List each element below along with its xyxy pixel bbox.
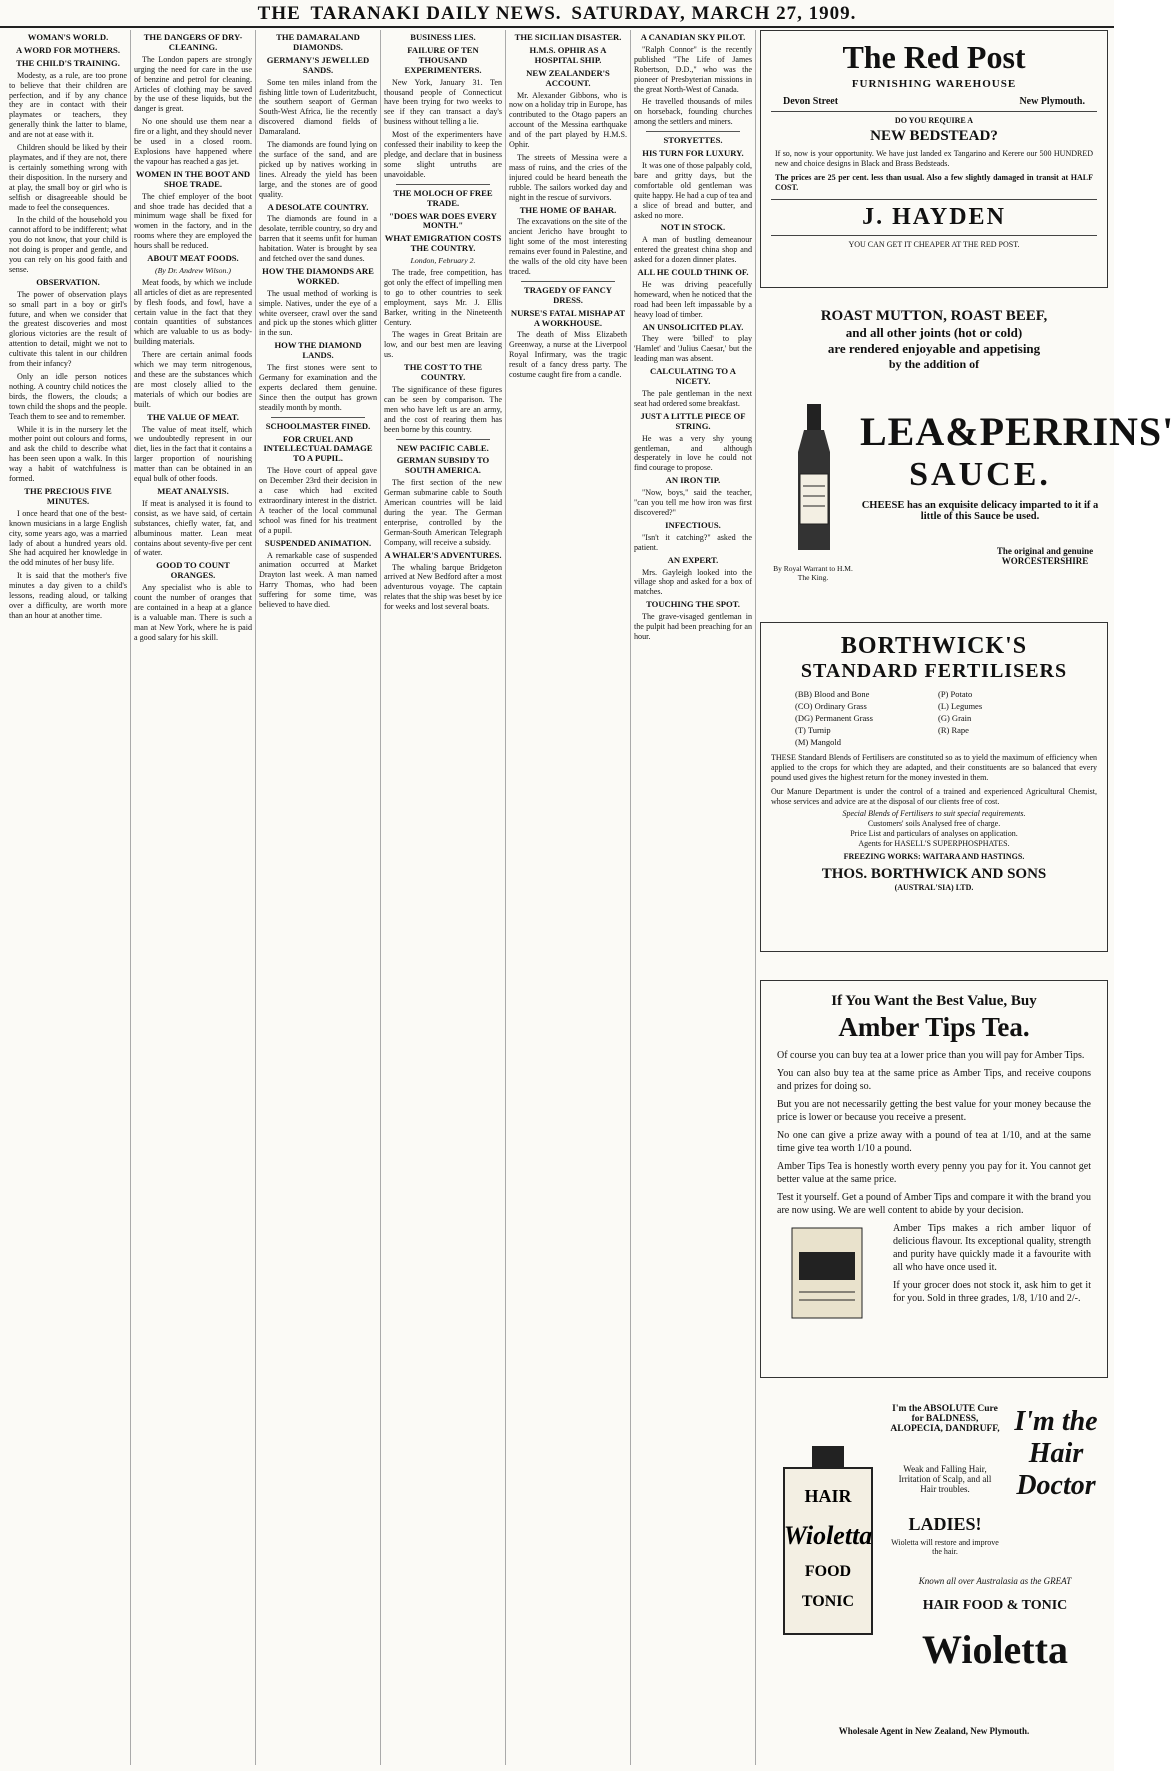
amber-line: If You Want the Best Value, Buy (831, 993, 1037, 1009)
lea-top3: are rendered enjoyable and appetising (827, 341, 1041, 356)
section-rule (396, 439, 490, 440)
article-heading: ALL HE COULD THINK OF. (637, 267, 749, 278)
article-paragraph: They were 'billed' to play 'Hamlet' and 'Julius Caesar,' but the leading man was absent. (634, 334, 752, 364)
article-paragraph: The whaling barque Bridgeton arrived at New Bedford after a most adventurous voyage. The captain relates that the ship was beset by ice for weeks and lost several boats. (384, 562, 502, 612)
borthwick-title2: STANDARD FERTILISERS (800, 660, 1068, 682)
article-heading: AN IRON TIP. (665, 475, 721, 486)
article-paragraph: "Ralph Connor" is the recently published "The Life of James Robertson, D.D.," who was the pioneer of Presbyterian missions in the great North-West of Canada. (634, 44, 752, 94)
article-heading: TOUCHING THE SPOT. (646, 599, 740, 610)
lea-top4: by the addition of (888, 357, 980, 371)
article-paragraph: I once heard that one of the best-known musicians in a large English city, some years ago, was a married lady of about a hundred years old. She had acquired her knowledge in the odd minutes of her busy life. (9, 508, 127, 568)
article-paragraph: The diamonds are found lying on the surface of the sand, and are picked up by natives working in lines. Already the yield has been large, and the stones are of good quality. (259, 140, 377, 199)
article-paragraph: While it is in the nursery let the mother point out colours and forms, and ask the child to describe what has been seen upon a walk. In this way a habit of watchfulness is formed. (9, 424, 127, 484)
article-columns (6, 30, 756, 1765)
fertiliser-item: (M) Mangold (795, 737, 842, 747)
lea-original: The original and genuine WORCESTERSHIRE (996, 546, 1094, 566)
article-paragraph: The death of Miss Elizabeth Greenway, a nurse at the Liverpool Royal Infirmary, was the tragic result of a fancy dress party. The costume caught fire from a candle. (509, 330, 627, 380)
fertiliser-item: (BB) Blood and Bone (795, 689, 870, 699)
wioletta-doctor: I'm the Hair Doctor (1014, 1406, 1098, 1501)
article-heading: A WORD FOR MOTHERS. (16, 44, 120, 55)
sauce-bottle-icon (774, 404, 854, 554)
article-heading: WOMEN IN THE BOOT AND SHOE TRADE. (135, 168, 251, 189)
ad-wioletta (760, 1386, 1108, 1765)
article-heading: A DESOLATE COUNTRY. (267, 201, 369, 212)
article-paragraph: It is said that the mother's five minutes a day given to a child's lessons, reading aloud, or talking over a difficulty, are worth more than an hour at another time. (9, 571, 127, 620)
article-heading: THE DAMARALAND DIAMONDS. (276, 32, 360, 52)
bottle-food-text: FOOD (804, 1563, 852, 1580)
article-heading: HOW THE DIAMONDS ARE WORKED. (262, 265, 374, 286)
article-paragraph: Most of the experimenters have confessed their inability to keep the pledge, and declare that in business some slight untruths are unavoidable. (384, 130, 502, 179)
wioletta-known: Known all over Australasia as the GREAT (918, 1576, 1072, 1586)
article-paragraph: It was one of those palpably cold, bare and gritty days, but the comfortable old gentleman was quite happy. He had a cup of tea and a slice of bread and butter, and asked no more. (634, 160, 752, 220)
divider (771, 199, 1097, 200)
article-paragraph: The chief employer of the boot and shoe trade has decided that a minimum wage shall be fixed for women in the factory, and in the rooms where they are employed the hours shall be reduced. (134, 191, 252, 251)
article-paragraph: The pale gentleman in the next seat had ordered some breakfast. (634, 389, 752, 408)
amber-p1: Of course you can buy tea at a lower price than you will pay for Amber Tips. (777, 1050, 1085, 1061)
borthwick-ltd: (AUSTRAL'SIA) LTD. (894, 883, 974, 892)
article-heading: THE MOLOCH OF FREE TRADE. (393, 187, 493, 208)
section-rule (396, 184, 490, 185)
article-column (631, 30, 756, 1765)
article-paragraph: The Hove court of appeal gave on December 23rd their decision in a case which had excited extraordinary interest in the district. A teacher of the local communal school was fined for his treatment of a pupil. (259, 466, 377, 535)
article-heading: A WHALER'S ADVENTURES. (384, 549, 502, 560)
article-heading: H.M.S. OPHIR AS A HOSPITAL SHIP. (529, 44, 607, 65)
borthwick-title: BORTHWICK'S (840, 633, 1028, 659)
article-paragraph: Mrs. Gayleigh looked into the village shop and asked for a box of matches. (634, 567, 752, 597)
amber-p7: Amber Tips makes a rich amber liquor of delicious flavour. Its exceptional quality, strength and purity have quickly made it a favourite with all who have once used it. (893, 1223, 1091, 1273)
article-column (506, 30, 631, 1765)
borthwick-fertiliser-list (761, 689, 1107, 747)
article-paragraph: The streets of Messina were a mass of ruins, and the cries of the injured could be heard beneath the rubble. The sailors worked day and night in the rescue of survivors. (509, 152, 627, 202)
article-heading: CALCULATING TO A NICETY. (650, 366, 736, 387)
amber-body (761, 1049, 1107, 1322)
article-paragraph: If meat is analysed it is found to consist, as we have said, of certain substances, chiefly water, fat, and albuminous matter. Lean meat contains about seventy-five per cent of water. (134, 498, 252, 558)
red-post-question: DO YOU REQUIRE A (894, 116, 974, 125)
article-heading: BUSINESS LIES. (410, 32, 476, 42)
article-paragraph: The value of meat itself, which we undoubtedly represent in our diet, lies in the fact that it contains a larger proportion of nourishing matter than can be obtained in an equal bulk of other foods. (134, 424, 252, 484)
article-paragraph: The power of observation plays so small part in a boy or girl's future, and when we consider that the greatest discoveries and most glorious victories are the result of attention to detail, might we not to cultivate this talent in our children from their infancy? (9, 289, 127, 369)
article-heading: FOR CRUEL AND INTELLECTUAL DAMAGE TO A PUPIL. (263, 433, 373, 464)
fertiliser-item: (R) Rape (938, 725, 969, 735)
article-paragraph: The significance of these figures can be seen by comparison. The men who have left us are an army, and the cost of rearing them has been borne by this country. (384, 385, 502, 434)
article-paragraph: There are certain animal foods which we may term nitrogenous, and these are the substances which are most closely allied to the materials of which our bodies are built. (134, 350, 252, 409)
article-heading: INFECTIOUS. (665, 519, 721, 530)
wioletta-cure: I'm the ABSOLUTE Cure for BALDNESS, ALOPECIA, DANDRUFF, (890, 1404, 1000, 1434)
article-heading: NEW ZEALANDER'S ACCOUNT. (526, 67, 610, 88)
wioletta-weak: Weak and Falling Hair, Irritation of Scalp, and all Hair troubles. (898, 1464, 992, 1494)
section-rule (646, 131, 740, 132)
article-paragraph: The wages in Great Britain are low, and our best men are leaving us. (384, 330, 502, 360)
wioletta-ladies2: Wioletta will restore and improve the hair. (891, 1538, 999, 1556)
article-heading: MEAT ANALYSIS. (157, 485, 229, 496)
article-heading: THE COST TO THE COUNTRY. (404, 362, 482, 383)
article-paragraph: No one should use them near a fire or a light, and they should never be used in a closed room. Explosions have happened where the vapour has reached a gas jet. (134, 117, 252, 166)
section-rule (271, 417, 365, 418)
lea-cheese: CHEESE has an exquisite delicacy imparted to it if a little of this Sauce be used. (861, 500, 1099, 522)
article-heading: GERMANY'S JEWELLED SANDS. (266, 54, 370, 75)
article-heading: HIS TURN FOR LUXURY. (642, 148, 744, 159)
article-paragraph: He was a very shy young gentleman, and although desperately in love he could not find courage to propose. (634, 433, 752, 473)
article-heading: WHAT EMIGRATION COSTS THE COUNTRY. (384, 233, 502, 254)
tea-packet-icon (777, 1222, 887, 1322)
wioletta-ladies: LADIES! (908, 1514, 982, 1534)
article-heading: NEW PACIFIC CABLE. (397, 442, 489, 453)
masthead-title (0, 3, 1114, 25)
red-post-proprietor: J. HAYDEN (862, 204, 1006, 230)
article-paragraph: The London papers are strongly urging the need for care in the use of benzine and petrol for cleaning. Articles of clothing may be saved by the use of these liquids, but the danger is great. (134, 54, 252, 114)
article-paragraph: "Now, boys," said the teacher, "can you tell me how iron was first discovered?" (634, 488, 752, 517)
article-paragraph: In the child of the household you cannot afford to be indifferent; what you do not know, that your child is not doing is proper and gentle, and you can rely on his good faith and sense. (9, 215, 127, 274)
article-paragraph: He travelled thousands of miles on horseback, founding churches among the settlers and miners. (634, 97, 752, 127)
bottle-tonic-text: TONIC (801, 1593, 855, 1610)
red-post-sub: FURNISHING WAREHOUSE (851, 78, 1017, 90)
bottle-brand-text: Wioletta (783, 1521, 873, 1550)
article-paragraph: The first section of the new German submarine cable to South American countries will be laid during the year. The German enterprise, controlled by the German-South American Telegraph Company, will receive a subsidy. (384, 478, 502, 547)
advertisement-column (760, 30, 1174, 1765)
article-paragraph: Children should be liked by their playmates, and if they are not, there is certainly something wrong with their disposition. In the nursery and at play, the small boy or girl who is selfish or disagreeable should be made to feel the consequences. (9, 143, 127, 212)
article-heading: HOW THE DIAMOND LANDS. (274, 340, 362, 361)
article-column (256, 30, 381, 1765)
article-heading: FAILURE OF TEN THOUSAND EXPERIMENTERS. (404, 44, 482, 75)
red-post-title: The Red Post (842, 39, 1026, 75)
article-heading: JUST A LITTLE PIECE OF STRING. (640, 410, 746, 431)
article-heading: THE HOME OF BAHAR. (519, 204, 617, 215)
lea-top: ROAST MUTTON, ROAST BEEF, (820, 308, 1048, 324)
masthead-name: TARANAKI DAILY NEWS. (310, 3, 562, 24)
wioletta-name: Wioletta (922, 1627, 1068, 1672)
article-heading: THE SICILIAN DISASTER. (514, 32, 622, 42)
article-paragraph: The first stones were sent to Germany for examination and the experts declared them genuine. Since then the output has grown steadily month by month. (259, 363, 377, 412)
masthead-the: THE (257, 3, 301, 24)
divider (771, 111, 1097, 112)
article-paragraph: Some ten miles inland from the fishing little town of Luderitzbucht, the southern seaport of German South-West Africa, lie the recently discovered diamond fields of Damaraland. (259, 77, 377, 137)
red-post-headline: NEW BEDSTEAD? (870, 128, 998, 144)
article-paragraph: New York, January 31. Ten thousand people of Connecticut have been trying for two weeks to see if they can transact a day's business without telling a lie. (384, 77, 502, 127)
fertiliser-item: (P) Potato (938, 689, 973, 699)
article-paragraph: The grave-visaged gentleman in the pulpit had been preaching for an hour. (634, 612, 752, 641)
borthwick-body: THESE Standard Blends of Fertilisers are constituted so as to yield the maximum of efficiency when applied to the crops for which they are adapted, and their constituents are so balanced that every pound used gives the highest return for the money invested in them. (771, 753, 1097, 782)
red-post-tagline: YOU CAN GET IT CHEAPER AT THE RED POST. (848, 240, 1020, 249)
divider (771, 235, 1097, 236)
hair-tonic-bottle-icon (768, 1446, 888, 1636)
article-heading: THE VALUE OF MEAT. (147, 411, 239, 422)
article-byline: London, February 2. (410, 256, 476, 266)
masthead (0, 0, 1114, 28)
red-post-street: Devon Street (783, 96, 839, 107)
wioletta-food: HAIR FOOD & TONIC (922, 1598, 1068, 1613)
borthwick-works: FREEZING WORKS: WAITARA AND HASTINGS. (843, 852, 1025, 861)
bottle-hair-text: HAIR (804, 1486, 852, 1506)
red-post-address (761, 90, 1107, 107)
red-post-body: If so, now is your opportunity. We have just landed ex Tangarino and Kerere our 500 HUNDRED new and choice designs in Black and Brass Bedsteads. (775, 149, 1093, 168)
amber-p2: You can also buy tea at the same price as Amber Tips, and receive coupons and prizes for doing so. (777, 1068, 1091, 1092)
red-post-town: New Plymouth. (1019, 96, 1085, 107)
article-heading: TRAGEDY OF FANCY DRESS. (523, 284, 612, 305)
article-heading: ABOUT MEAT FOODS. (147, 253, 239, 264)
amber-p5: Amber Tips Tea is honestly worth every penny you pay for it. You cannot get better value at the same price. (777, 1161, 1091, 1185)
article-heading: STORYETTES. (663, 135, 723, 146)
fertiliser-item: (G) Grain (938, 713, 972, 723)
amber-p8: If your grocer does not stock it, ask him to get it for you. Sold in three grades, 1/8, 1/10 and 2/-. (893, 1280, 1091, 1304)
article-paragraph: Any specialist who is able to count the number of oranges that are contained in a heap at a glance is a valuable man. There is such a man at New York, where he is paid a good salary for his skill. (134, 583, 252, 642)
article-heading: AN UNSOLICITED PLAY. (642, 321, 744, 332)
lea-brand: LEA&PERRINS' (860, 409, 1174, 454)
borthwick-body5: Price List and particulars of analyses on application. (850, 829, 1018, 838)
article-heading: OBSERVATION. (36, 276, 100, 287)
article-paragraph: The usual method of working is simple. Natives, under the eye of a white overseer, crawl over the sand and pick up the stones which glitter in the sun. (259, 288, 377, 338)
amber-title: Amber Tips Tea. (838, 1012, 1030, 1042)
ad-lea-perrins (760, 296, 1174, 614)
lea-sauce: SAUCE. (909, 456, 1051, 493)
article-column (6, 30, 131, 1765)
section-rule (521, 281, 615, 282)
borthwick-body4: Customers' soils Analysed free of charge. (867, 819, 1001, 828)
article-paragraph: "Isn't it catching?" asked the patient. (634, 532, 752, 552)
article-paragraph: Modesty, as a rule, are too prone to believe that their children are perfection, and if by any chance they are in contact with their playmates or teachers, they generally think the latter to blame, and are not at ease with it. (9, 70, 127, 140)
lea-top2: and all other joints (hot or cold) (845, 325, 1023, 340)
borthwick-body3: Special Blends of Fertilisers to suit special requirements. (842, 809, 1026, 818)
ad-amber-tips (760, 980, 1108, 1378)
article-heading: THE DANGERS OF DRY-CLEANING. (143, 32, 243, 52)
article-paragraph: Mr. Alexander Gibbons, who is now on a holiday trip in Europe, has contributed to the Otago papers an account of the Messina earthquake and of the part played by H.M.S. Ophir. (509, 90, 627, 150)
borthwick-body6: Agents for HASELL'S SUPERPHOSPHATES. (858, 839, 1010, 848)
article-paragraph: The excavations on the site of the ancient Jericho have brought to light some of the most interesting remains ever found in Palestine, and the walls of the old city have been traced. (509, 217, 627, 276)
article-heading: THE PRECIOUS FIVE MINUTES. (24, 485, 112, 506)
red-post-body2: The prices are 25 per cent. less than usual. Also a few slightly damaged in transit at HALF COST. (775, 173, 1093, 192)
article-paragraph: A man of bustling demeanour entered the greatest china shop and asked for a dozen dinner plates. (634, 235, 752, 265)
article-heading: SUSPENDED ANIMATION. (264, 537, 372, 548)
article-heading: AN EXPERT. (667, 554, 719, 565)
article-heading: WOMAN'S WORLD. (27, 32, 109, 42)
fertiliser-item: (CO) Ordinary Grass (795, 701, 867, 711)
article-paragraph: A remarkable case of suspended animation occurred at Market Drayton last week. A man named Harry Thomas, who had been suffering for some time, was believed to have died. (259, 550, 377, 610)
ad-red-post (760, 30, 1108, 288)
article-column (131, 30, 256, 1765)
lea-warrant: By Royal Warrant to H.M. The King. (773, 564, 853, 582)
fertiliser-item: (T) Turnip (795, 725, 831, 735)
article-paragraph: The diamonds are found in a desolate, terrible country, so dry and barren that it seems unfit for human habitation. Water is brought by sea and fetched over the sand dunes. (259, 214, 377, 264)
article-paragraph: He was driving peacefully homeward, when he noticed that the road had been left impassable by a heavy load of timber. (634, 279, 752, 319)
article-heading: "DOES WAR DOES EVERY MONTH." (389, 210, 497, 231)
amber-p6: Test it yourself. Get a pound of Amber Tips and compare it with the brand you are now using. We are well content to abide by your decision. (777, 1192, 1091, 1216)
borthwick-firm: THOS. BORTHWICK AND SONS (821, 866, 1047, 882)
article-paragraph: The trade, free competition, has got only the effect of impelling men to go to other countries to seek employment, says Mr. J. Ellis Barker, writing in the Nineteenth Century. (384, 268, 502, 327)
amber-p4: No one can give a prize away with a pound of tea at 1/10, and at the same time give tea worth 1/10 a pound. (777, 1130, 1091, 1154)
article-heading: A CANADIAN SKY PILOT. (640, 32, 746, 42)
article-byline: (By Dr. Andrew Wilson.) (154, 265, 231, 275)
masthead-date: SATURDAY, MARCH 27, 1909. (571, 3, 857, 24)
article-column (381, 30, 506, 1765)
article-heading: NOT IN STOCK. (660, 222, 726, 233)
article-heading: SCHOOLMASTER FINED. (265, 420, 371, 431)
article-heading: GOOD TO COUNT ORANGES. (156, 560, 230, 581)
article-heading: GERMAN SUBSIDY TO SOUTH AMERICA. (396, 455, 490, 476)
ad-borthwick (760, 622, 1108, 952)
article-heading: NURSE'S FATAL MISHAP AT A WORKHOUSE. (510, 307, 626, 328)
amber-p3: But you are not necessarily getting the best value for your money because the price is lower or because you receive a present. (777, 1099, 1091, 1123)
borthwick-body2: Our Manure Department is under the control of a trained and experienced Agricultural Chemist, whose services and advice are at the disposal of our clients free of cost. (771, 787, 1097, 806)
article-paragraph: Meat foods, by which we include all articles of diet as are represented by flesh foods, and fowl, have a certain value in the fact that they contain quantities of substances which are valuable to us as body-building materials. (134, 277, 252, 347)
fertiliser-item: (DG) Permanent Grass (795, 713, 873, 723)
article-heading: THE CHILD'S TRAINING. (16, 57, 120, 68)
article-paragraph: Only an idle person notices nothing. A country child notices the birds, the flowers, the clouds; a town child the shops and the people. Teach them to see and to remember. (9, 372, 128, 421)
fertiliser-item: (L) Legumes (938, 701, 983, 711)
wioletta-wholesale: Wholesale Agent in New Zealand, New Plymouth. (838, 1726, 1030, 1736)
